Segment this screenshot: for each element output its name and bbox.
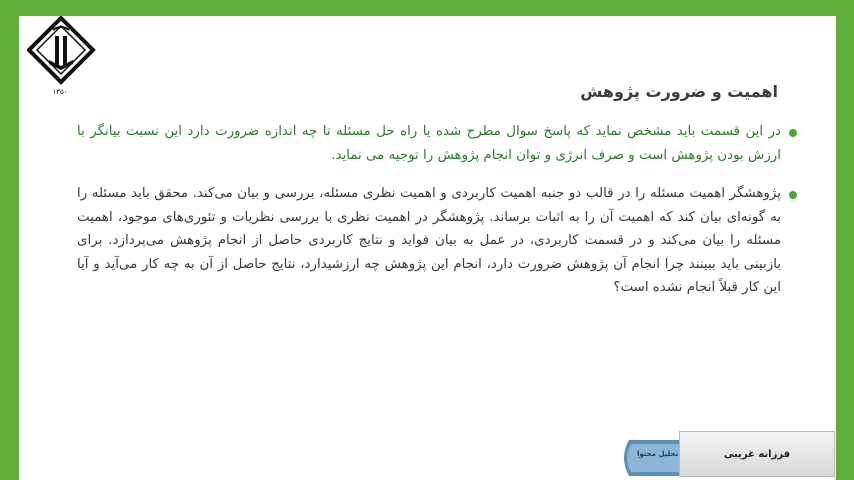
footer-name-box: [679, 431, 835, 477]
footer-tab-label: تحلیل محتوا: [637, 450, 679, 458]
university-emblem-icon: [27, 16, 99, 98]
footer-name: فرزانه غریبی: [723, 448, 791, 460]
bullet-icon: [789, 129, 797, 137]
bullet-icon: [789, 191, 797, 199]
content-body: [77, 120, 797, 315]
paragraph-text: پژوهشگر اهمیت مسئله را در قالب دو جنبه اهمیت کاربردی و اهمیت نظری مسئله، بررسی و بیان می‌کند. محقق باید مسئله را به گونه‌ای بیان کند که اهمیت آن را به اثبات برساند. پژوهشگر در اهمیت نظری با بررسی نظریات و تئوری‌های موجود، اهمیت مسئله را بیان می‌کند و در قسمت کاربردی، در عمل به بیان فواید و نتایج کاربردی حاصل از انجام پژوهش می‌پردازد. برای بازبینی باید ببینند چرا انجام آن پژوهش ضرورت دارد، انجام این پژوهش چه ارزشیدارد، نتایج حاصل از آن به چه کار می‌آید و آیا این کار قبلاً انجام نشده است؟: [77, 186, 781, 295]
paragraph-text: در این قسمت باید مشخص نماید که پاسخ سوال مطرح شده یا راه حل مسئله تا چه اندازه ضرورت دارد این نسبت بیانگر با ارزش بودن پژوهش است و صرف انرژی و توان انجام پژوهش را توجیه می نماید.: [77, 124, 781, 163]
page-title: اهمیت و ضرورت پژوهش: [580, 82, 778, 101]
logo-year: ۱۳۵۰: [52, 88, 68, 96]
slide: [19, 16, 836, 480]
paragraph: [77, 182, 797, 300]
paragraph: [77, 120, 797, 167]
